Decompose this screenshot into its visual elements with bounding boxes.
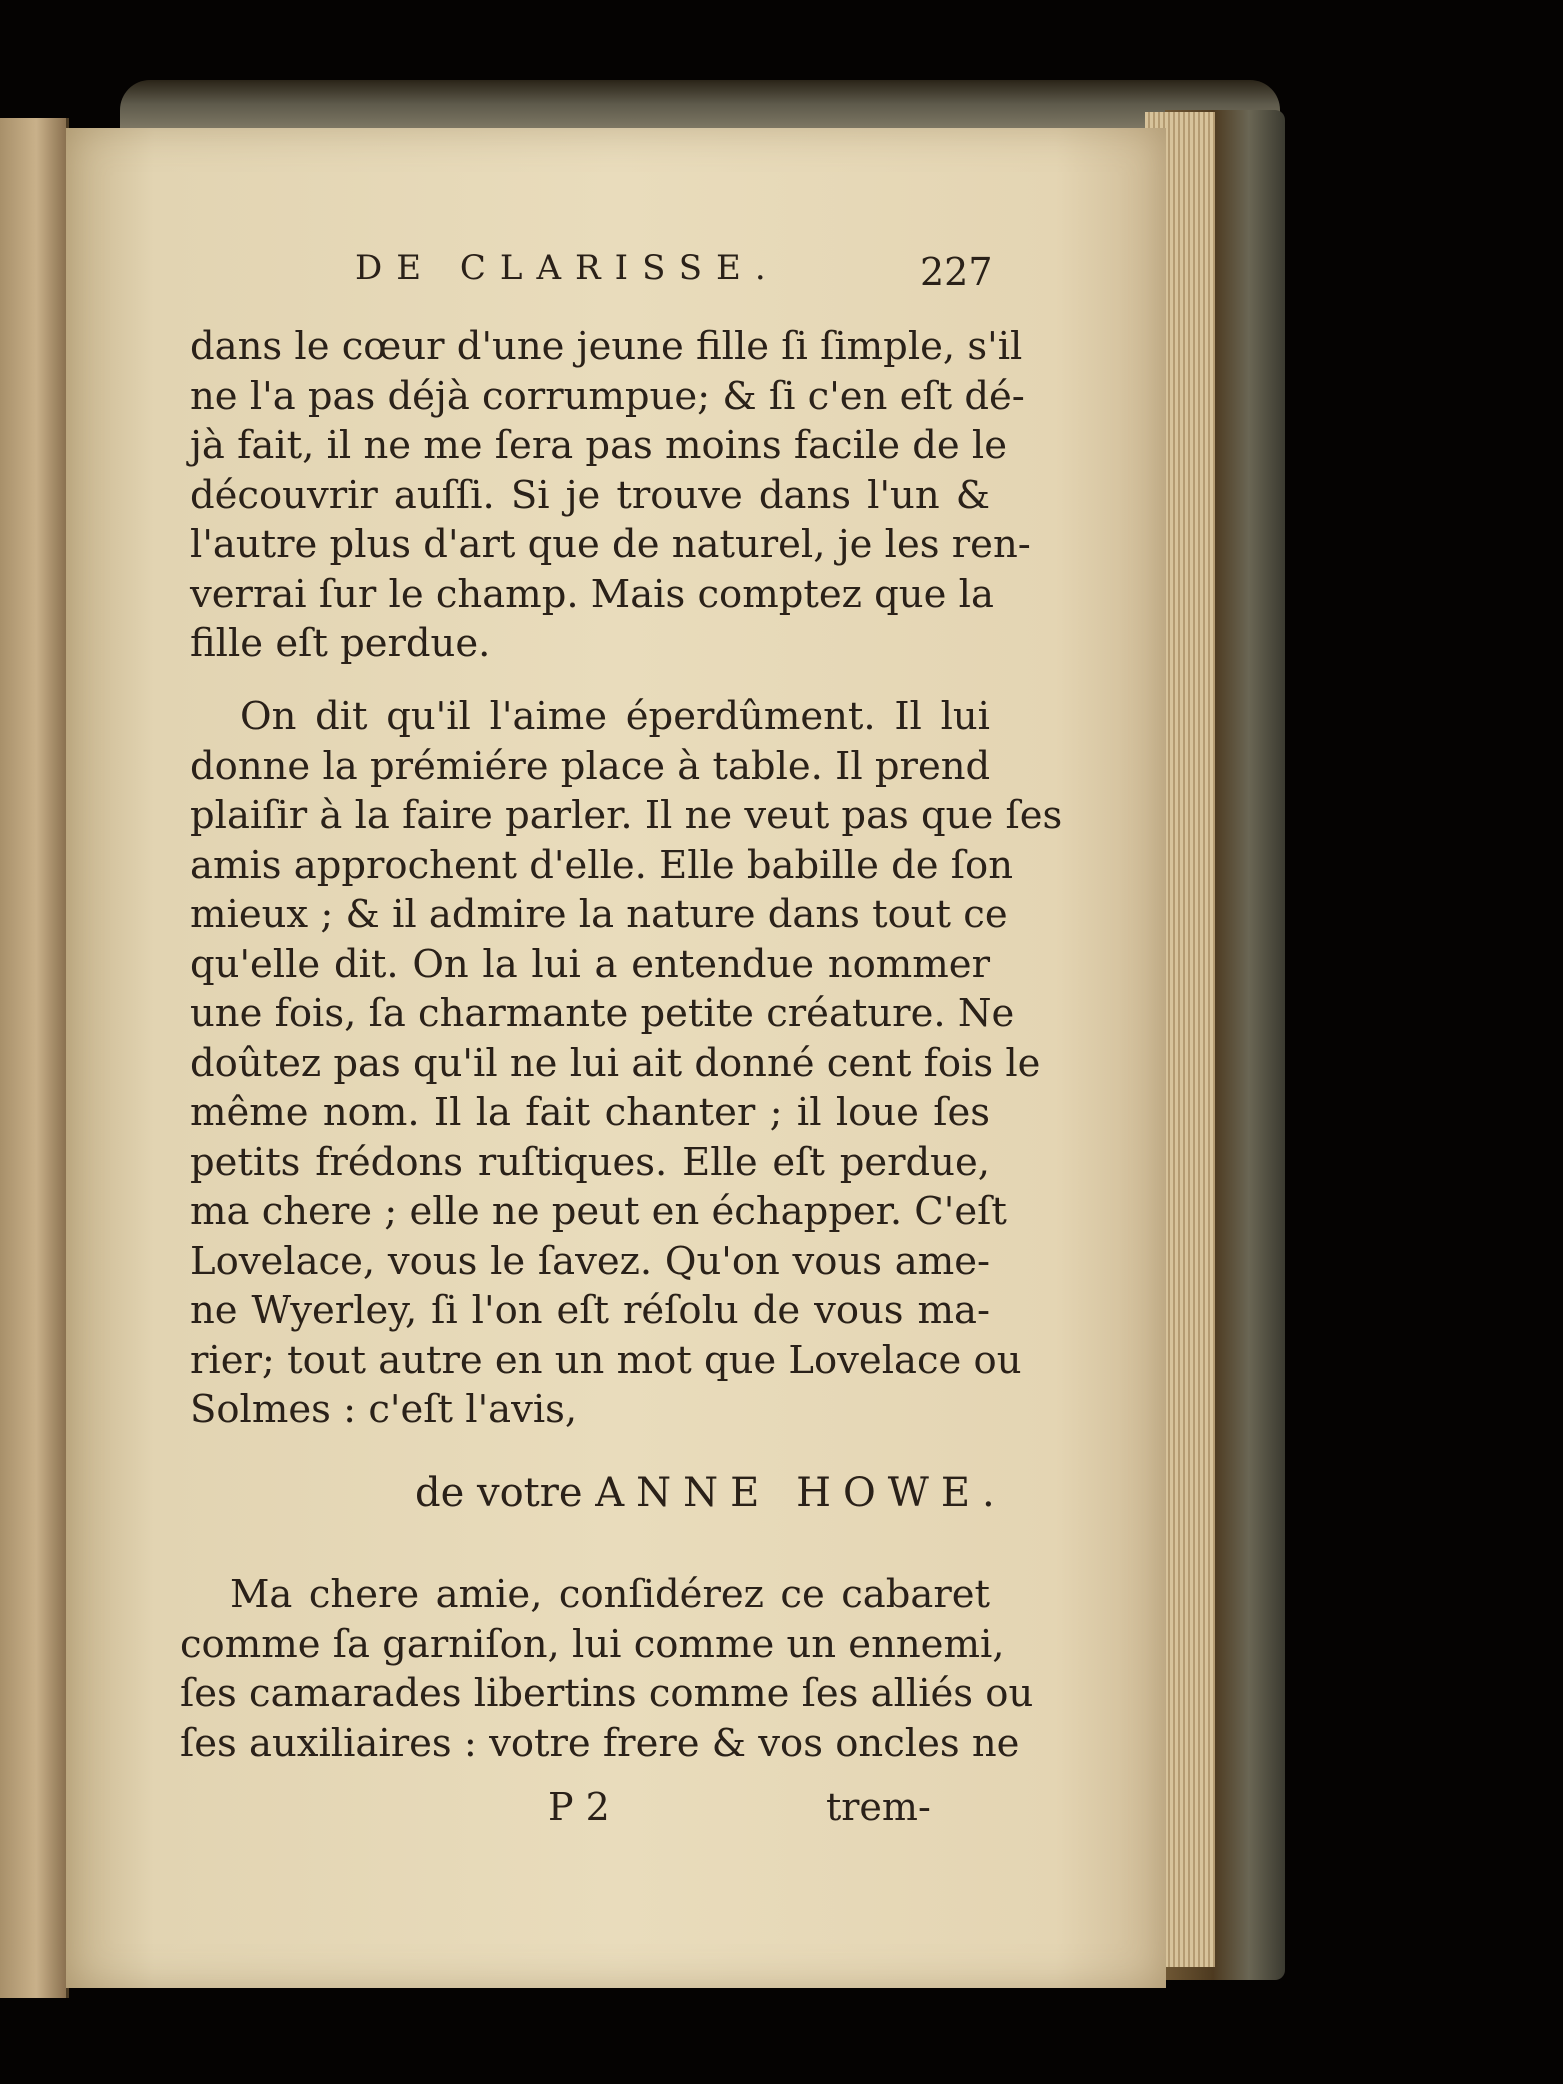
catchword: trem-: [826, 1785, 931, 1829]
signature-mark: P 2: [548, 1785, 610, 1829]
text-line: ſes camarades libertins comme ſes alliés ou: [180, 1671, 1034, 1716]
text-line: comme ſa garniſon, lui comme un ennemi,: [180, 1621, 1005, 1667]
signature-name: ANNE HOWE.: [595, 1470, 1007, 1516]
text-line: qu'elle dit. On la lui a entendue nommer: [190, 941, 990, 987]
text-line: petits frédons ruſtiques. Elle eſt perdue,: [190, 1139, 990, 1185]
text-line: plaiſir à la faire parler. Il ne veut pas que ſes: [190, 793, 1063, 838]
page-number: 227: [920, 250, 993, 294]
previous-page-edge: [0, 118, 69, 1998]
text-line: Solmes : c'eſt l'avis,: [190, 1387, 578, 1432]
text-line: dans le cœur d'une jeune fille ſi ſimple, s'il: [190, 324, 1023, 369]
letter-signature: [415, 1470, 1007, 1516]
text-line: jà fait, il ne me ſera pas moins facile de le: [190, 423, 1007, 468]
text-line: On dit qu'il l'aime éperdûment. Il lui: [240, 694, 990, 739]
paragraph-2: [190, 692, 1063, 1435]
text-line: une fois, ſa charmante petite créature. Ne: [190, 991, 1015, 1036]
text-line: ne Wyerley, ſi l'on eſt réſolu de vous ma-: [190, 1288, 990, 1333]
text-line: Lovelace, vous le ſavez. Qu'on vous ame-: [190, 1238, 990, 1284]
running-head-title: DE CLARISSE.: [355, 248, 780, 288]
text-line: ſes auxiliaires : votre frere & vos oncles ne: [180, 1720, 1020, 1766]
text-line: découvrir auſſi. Si je trouve dans l'un &: [190, 472, 990, 518]
paragraph-3: [180, 1570, 1034, 1768]
paragraph-1: [190, 322, 1031, 669]
text-line: rier; tout autre en un mot que Lovelace ou: [190, 1337, 1022, 1383]
text-line: même nom. Il la fait chanter ; il loue ſes: [190, 1090, 990, 1135]
text-line: fille eſt perdue.: [190, 621, 491, 666]
text-line: amis approchent d'elle. Elle babille de ſon: [190, 842, 1013, 888]
signature-prefix: de votre: [415, 1470, 583, 1516]
text-line: donne la prémiére place à table. Il prend: [190, 743, 991, 789]
text-line: ma chere ; elle ne peut en échapper. C'eſt: [190, 1189, 1007, 1234]
text-line: ne l'a pas déjà corrumpue; & ſi c'en eſt dé-: [190, 373, 1025, 419]
text-line: l'autre plus d'art que de naturel, je les ren-: [190, 522, 1031, 567]
text-line: mieux ; & il admire la nature dans tout ce: [190, 892, 1008, 937]
text-line: Ma chere amie, conſidérez ce cabaret: [230, 1572, 990, 1617]
text-line: verrai ſur le champ. Mais comptez que la: [190, 571, 994, 617]
text-line: doûtez pas qu'il ne lui ait donné cent fois le: [190, 1040, 1041, 1086]
